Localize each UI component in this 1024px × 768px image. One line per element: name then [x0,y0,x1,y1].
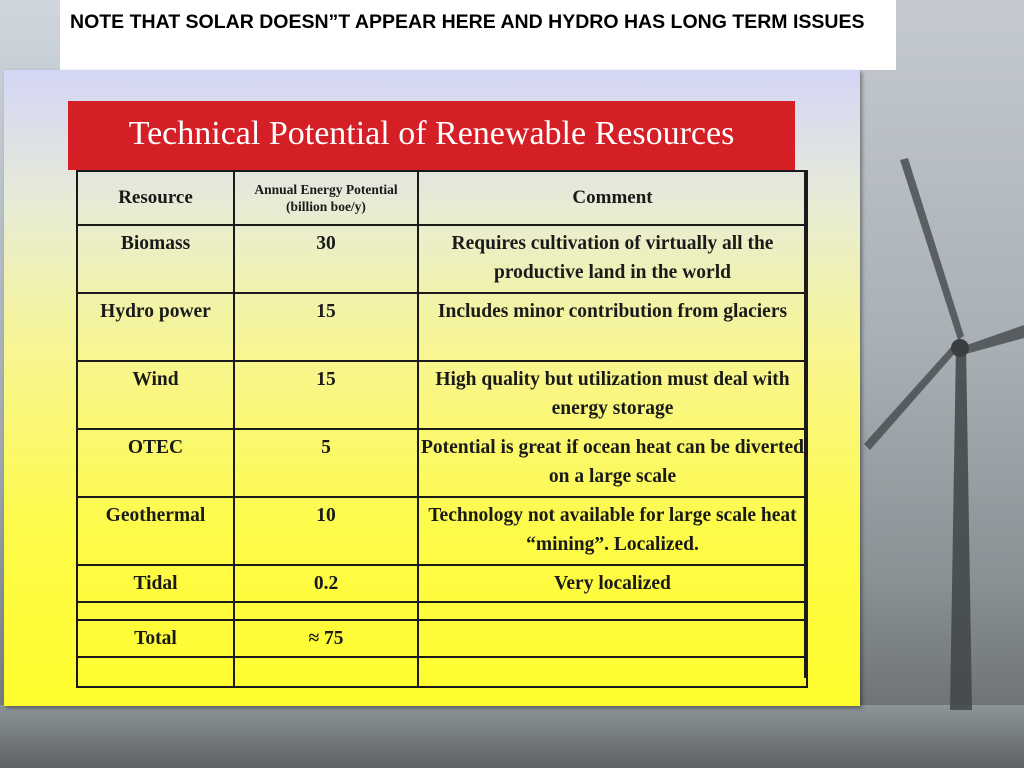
cell-resource: Hydro power [77,293,234,361]
header-energy-line1: Annual Energy Potential [254,182,398,197]
cell-resource: OTEC [77,429,234,497]
table-spacer-row [77,602,807,620]
cell-comment: Includes minor contribution from glaciers [418,293,807,361]
header-energy-line2: (billion boe/y) [286,199,366,214]
note-text: NOTE THAT SOLAR DOESN”T APPEAR HERE AND HYDRO HAS LONG TERM ISSUES [70,11,865,33]
empty-cell [77,602,234,620]
empty-cell [418,602,807,620]
table-header-row [77,171,807,225]
cell-value: 0.2 [234,565,418,602]
cell-value: 10 [234,497,418,565]
wind-turbine-illustration [860,150,1024,710]
cell-value: 5 [234,429,418,497]
cell-value: 30 [234,225,418,293]
cell-comment: Very localized [418,565,807,602]
slide-title: Technical Potential of Renewable Resources [128,115,735,152]
note-box [60,0,896,70]
cell-comment: Requires cultivation of virtually all the productive land in the world [418,225,807,293]
empty-cell [77,657,234,687]
empty-cell [234,602,418,620]
cell-resource: Wind [77,361,234,429]
resources-table [76,170,808,688]
cell-value: 15 [234,293,418,361]
background-bottom [0,705,1024,768]
table-total-row [77,620,807,657]
header-resource: Resource [77,171,234,225]
table-row [77,293,807,361]
table-blank-row [77,657,807,687]
header-energy [234,171,418,225]
total-value: ≈ 75 [234,620,418,657]
total-label: Total [77,620,234,657]
cell-comment: Potential is great if ocean heat can be diverted on a large scale [418,429,807,497]
cell-value: 15 [234,361,418,429]
empty-cell [418,620,807,657]
cell-comment: Technology not available for large scale heat “mining”. Localized. [418,497,807,565]
table-row [77,225,807,293]
slide-title-bar [68,101,795,170]
cell-resource: Tidal [77,565,234,602]
table-row [77,565,807,602]
cell-resource: Biomass [77,225,234,293]
table-row [77,361,807,429]
empty-cell [418,657,807,687]
table-right-border [804,172,808,678]
table-row [77,497,807,565]
table-row [77,429,807,497]
cell-comment: High quality but utilization must deal with energy storage [418,361,807,429]
cell-resource: Geothermal [77,497,234,565]
header-comment: Comment [418,171,807,225]
empty-cell [234,657,418,687]
